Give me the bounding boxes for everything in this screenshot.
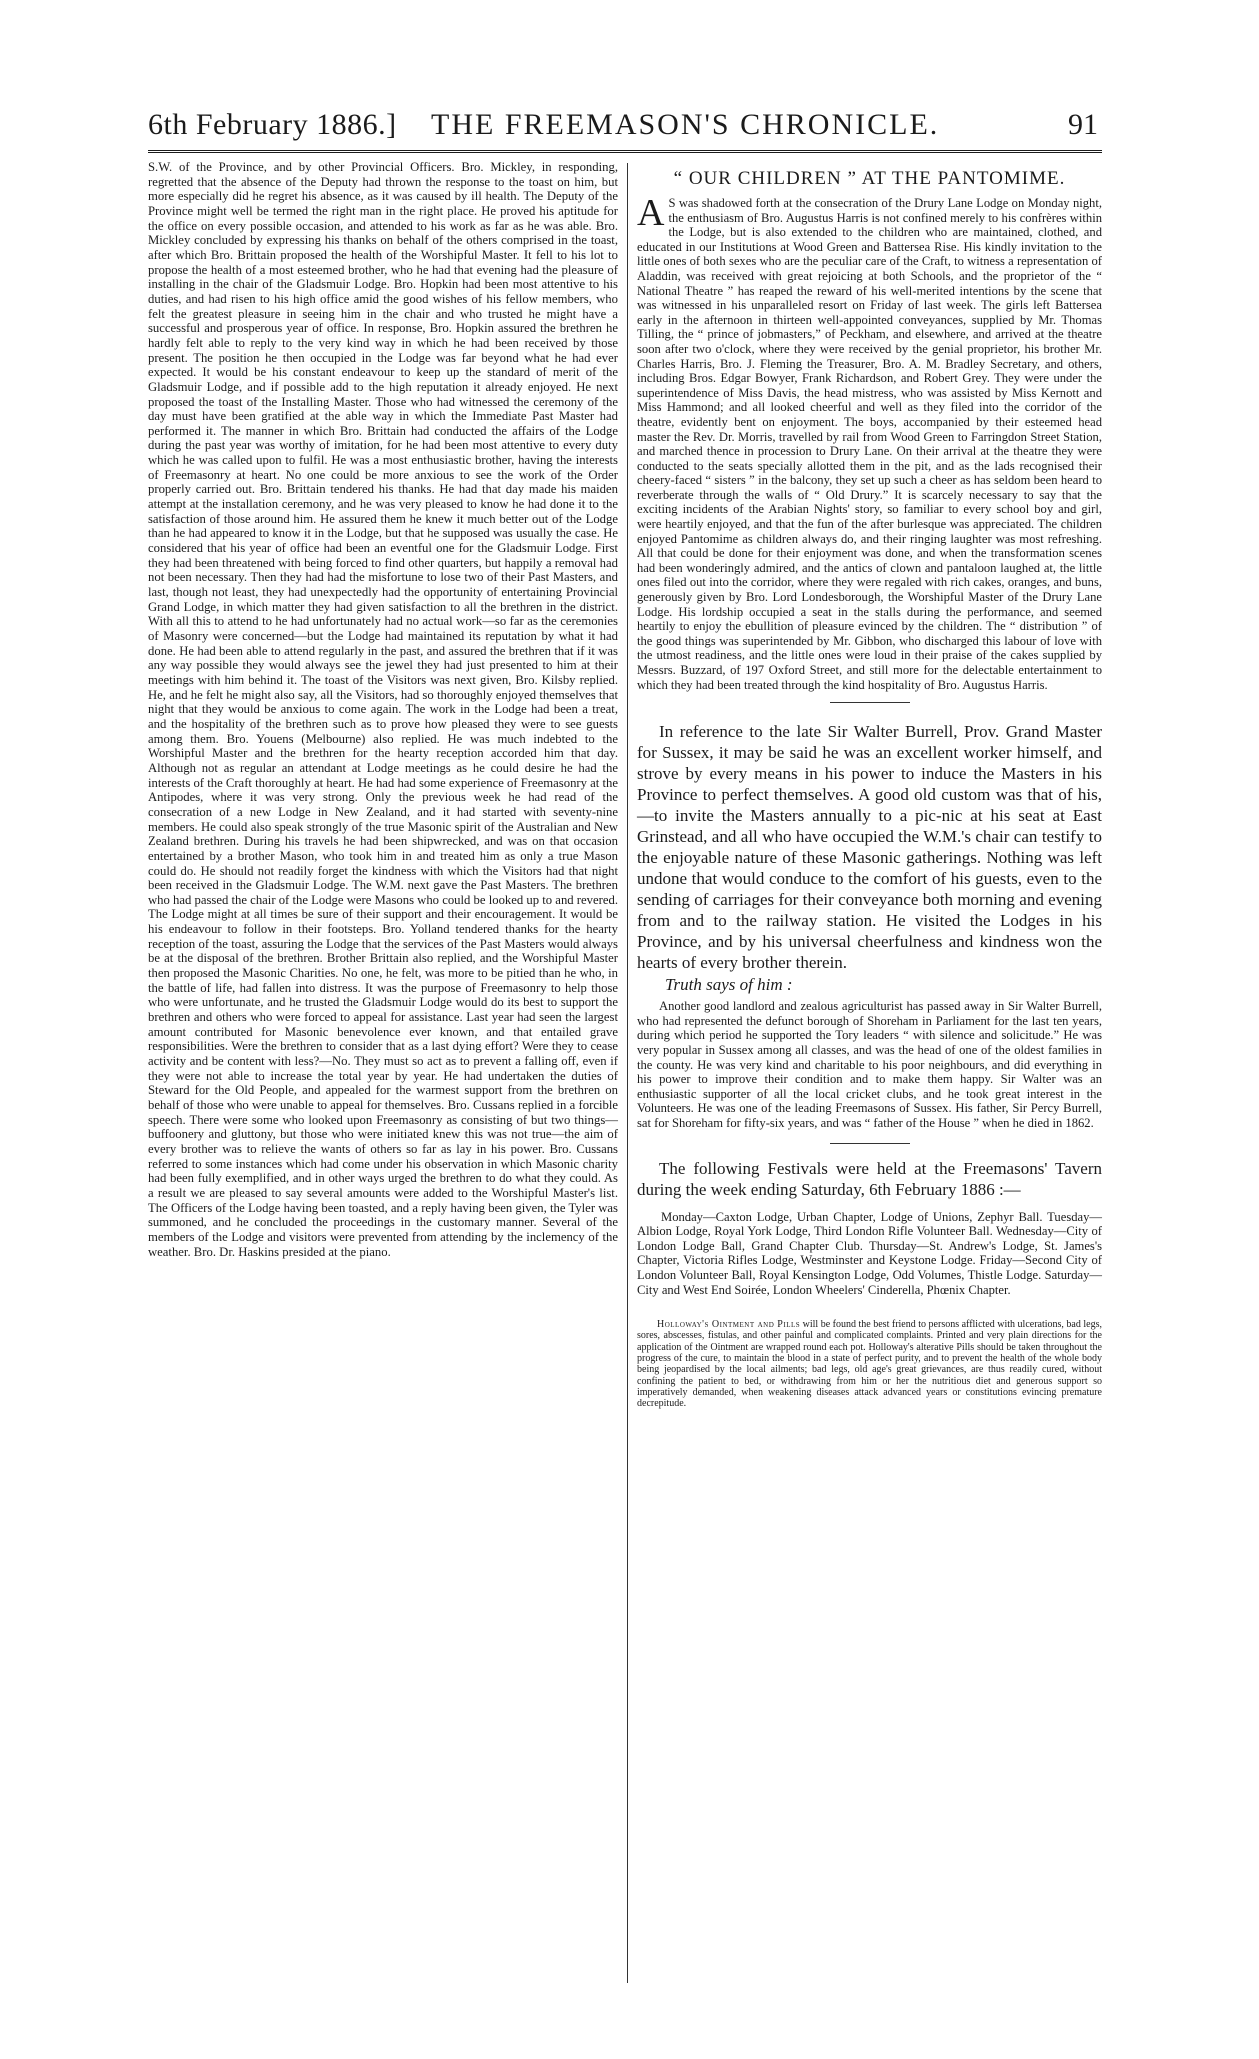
- article-title: “ OUR CHILDREN ” AT THE PANTOMIME.: [673, 168, 1066, 189]
- pantomime-article: [637, 192, 1102, 692]
- header-rule: [148, 150, 1102, 156]
- lodge-report-text: S.W. of the Province, and by other Provincial Officers. Bro. Mickley, in responding, regretted that the absence of the Deputy had thrown the response to the toast on him, but more especially did he regret his absence, as it was caused by ill health. The Deputy of the Province might well be termed the right man in the right place. He proved his aptitude for the office on every possible occasion, and attended to his work as far as he was able. Bro. Mickley concluded by expressing his thanks on behalf of the others comprised in the toast, after which Bro. Brittain proposed the health of the Worshipful Master. It fell to his lot to propose the health of a most esteemed brother, who he had that evening had the pleasure of installing in the chair of the Gladsmuir Lodge. Bro. Hopkin had been most attentive to his duties, and had risen to his high office amid the good wishes of his fellow members, who felt the greatest pleasure in seeing him in the chair and who trusted he might have a successful and prosperous year of office. In response, Bro. Hopkin assured the brethren he hardly felt able to reply to the very kind way in which he had been received by those present. The position he then occupied in the Lodge was far beyond what he had ever expected. It would be his constant endeavour to keep up the standard of merit of the Gladsmuir Lodge, and if possible add to the high reputation it already enjoyed. He next proposed the toast of the Installing Master. Those who had witnessed the ceremony of the day must have been gratified at the able way in which the Immediate Past Master had performed it. The manner in which Bro. Brittain had conducted the affairs of the Lodge during the past year was worthy of imitation, for he had been most attentive to every duty which he was called upon to fulfil. He was a most enthusiastic brother, having the interests of Freemasonry at heart. No one could be more anxious to see the work of the Order properly carried out. Bro. Brittain tendered his thanks. He had that day made his maiden attempt at the installation ceremony, and he was very pleased to know he had done it to the satisfaction of those around him. He assured them he knew it much better out of the Lodge than he had appeared to know it in the Lodge, but that he supposed was usually the case. He considered that his year of office had been an eventful one for the Gladsmuir Lodge. First they had been threatened with being forced to find other quarters, but happily a removal had not been necessary. Then they had had the misfortune to lose two of their Past Masters, and last, though not least, they had unexpectedly had the opportunity of entertaining Provincial Grand Lodge, in which matter they had given satisfaction to all the brethren in the district. With all this to attend to he had unfortunately had no actual work—so far as the ceremonies of Masonry were concerned—but the Lodge had maintained its reputation by what it had done. He had been able to attend regularly in the past, and assured the brethren that if it was any way possible they would always see the jewel they had just presented to him at their meetings with him behind it. The toast of the Visitors was next given, Bro. Kilsby replied. He, and he felt he might also say, all the Visitors, had so thoroughly enjoyed themselves that night that they would be anxious to come again. The work in the Lodge had been a treat, and the hospitality of the brethren such as to prove how pleased they were to see guests among them. Bro. Youens (Melbourne) also replied. He was much indebted to the Worshipful Master and the brethren for the hearty reception accorded him that day. Although not as regular an attendant at Lodge meetings as he could desire he had the interests of the Craft thoroughly at heart. He had had some experience of Freemasonry at the Antipodes, where it was very strong. Only the previous week he had read of the consecration of a new Lodge in New Zealand, and it had started with seventy-nine members. He could also speak strongly of the true Masonic spirit of the Australian and New Zealand brethren. During his travels he had been shipwrecked, and was on that occasion entertained by a brother Mason, who took him in and treated him as only a true Mason could do. He should not readily forget the kindness with which the Visitors had that night been received in the Gladsmuir Lodge. The W.M. next gave the Past Masters. The brethren who had passed the chair of the Lodge were Masons who could be looked up to and revered. The Lodge might at all times be sure of their support and their encouragement. It would be his endeavour to follow in their footsteps. Bro. Yolland tendered thanks for the hearty reception of the toast, assuring the Lodge that the services of the Past Masters would always be at the disposal of the brethren. Brother Brittain also replied, and the Worshipful Master then proposed the Masonic Charities. No one, he felt, was more to be pitied than he who, in the battle of life, had fallen into distress. It was the purpose of Freemasonry to help those who were unfortunate, and he trusted the Gladsmuir Lodge would do its best to support the brethren and others who were forced to appeal for assistance. Last year had seen the largest amount contributed for Masonic benevolence ever known, and that entailed grave responsibilities. Were the brethren to consider that as a last dying effort? Were they to cease activity and be content with less?—No. They must so act as to prevent a falling off, even if they were not able to increase the total year by year. He had undertaken the duties of Steward for the Old People, and appealed for the warmest support from the brethren on behalf of those who were unable to appeal for themselves. Bro. Cussans replied in a forcible speech. There were some who looked upon Freemasonry as consisting of but two things—buffoonery and gluttony, but those who were initiated knew this was not true—the aim of every brother was to relieve the wants of others so far as lay in his power. Bro. Cussans referred to some instances which had come under his observation in which Masonic charity had been fully exemplified, and in other ways urged the brethren to do what they could. As a result we are pleased to say several amounts were added to the Worshipful Master's list. The Officers of the Lodge having been toasted, and a reply having been given, the Tyler was summoned, and he concluded the proceedings in the customary manner. Several of the members of the Lodge and visitors were prevented from attending by the inclemency of the weather. Bro. Dr. Haskins presided at the piano.: [148, 160, 619, 1259]
- issue-date: 6th February 1886.]: [148, 108, 397, 141]
- right-column: [637, 160, 1102, 1409]
- festivals-intro: The following Festivals were held at the Freemasons' Tavern during the week ending Saturday, 6th February 1886 :—: [637, 1158, 1102, 1199]
- column-divider: [627, 163, 628, 1983]
- advertisement-body: will be found the best friend to persons afflicted with ulcerations, bad legs, sores, abscesses, fistulas, and other painful and complicated complaints. Printed and very plain directions for the application of the Ointment are wrapped round each pot. Holloway's alterative Pills should be taken throughout the progress of the cure, to maintain the blood in a state of perfect purity, and to prevent the health of the whole body being jeopardised by the local ailments; bad legs, old age's great grievances, are thus readily cured, without confining the patient to bed, or withdrawing from him or her the nutritious diet and generous support so imperatively demanded, when weakening diseases attack advanced years or constitutions evincing premature decrepitude.: [637, 1319, 1102, 1410]
- page-header: [148, 108, 1098, 148]
- section-divider-2: [830, 1143, 910, 1144]
- page-number: 91: [1068, 108, 1098, 141]
- section-divider: [830, 702, 910, 703]
- drop-cap: A: [637, 192, 665, 234]
- advertisement-lead: Holloway's Ointment and Pills: [657, 1319, 801, 1331]
- masthead-title: THE FREEMASON'S CHRONICLE.: [431, 108, 940, 141]
- festivals-list: Monday—Caxton Lodge, Urban Chapter, Lodge of Unions, Zephyr Ball. Tuesday—Albion Lodge, Royal York Lodge, Third London Rifle Volunteer Ball. Wednesday—City of London Lodge Ball, Grand Chapter Club. Thursday—St. Andrew's Lodge, St. James's Chapter, Victoria Rifles Lodge, Westminster and Keystone Lodge. Friday—Second City of London Volunteer Ball, Royal Kensington Lodge, Odd Volumes, Thistle Lodge. Saturday—City and West End Soirée, London Wheelers' Cinderella, Phœnix Chapter.: [637, 1209, 1102, 1297]
- left-column: [148, 160, 618, 1259]
- truth-quote: Another good landlord and zealous agriculturist has passed away in Sir Walter Burrell, who had represented the defunct borough of Shoreham in Parliament for the last ten years, during which period he supported the Tory leaders “ with silence and solicitude.” He was very popular in Sussex among all classes, and was the head of one of the oldest families in the county. He was very kind and charitable to his poor neighbours, and did everything in his power to improve their condition and to make them happy. Sir Walter was an enthusiastic supporter of all the local cricket clubs, and he took great interest in the Volunteers. He was one of the leading Freemasons of Sussex. His father, Sir Percy Burrell, sat for Shoreham for fifty-six years, and was “ father of the House ” when he died in 1862.: [637, 999, 1102, 1130]
- truth-intro: Truth says of him :: [665, 975, 793, 995]
- burrell-paragraph: In reference to the late Sir Walter Burrell, Prov. Grand Master for Sussex, it may be said he was an excellent worker himself, and strove by every means in his power to induce the Masters in his Province to perfect themselves. A good old custom was that of his,—to invite the Masters annually to a pic-nic at his seat at East Grinstead, and all who have occupied the W.M.'s chair can testify to the enjoyable nature of these Masonic gatherings. Nothing was left undone that would conduce to the comfort of his guests, even to the sending of carriages for their conveyance both morning and evening from and to the railway station. He visited the Lodges in his Province, and by his universal cheerfulness and kindness won the hearts of every brother therein.: [637, 722, 1102, 973]
- pantomime-article-text: S was shadowed forth at the consecration of the Drury Lane Lodge on Monday night, the enthusiasm of Bro. Augustus Harris is not confined merely to his confrères within the Lodge, but is also extended to the children who are maintained, clothed, and educated in our Institutions at Wood Green and Battersea Rise. His kindly invitation to the little ones of both sexes who are the peculiar care of the Craft, to witness a representation of Aladdin, was received with great rejoicing at both Schools, and the proprietor of the “ National Theatre ” has reaped the reward of his well-merited intentions by the scene that was witnessed in his unparalleled resort on Friday of last week. The girls left Battersea early in the afternoon in thirteen well-appointed conveyances, supplied by Mr. Thomas Tilling, the “ prince of jobmasters,” of Peckham, and elsewhere, and arrived at the theatre soon after two o'clock, where they were received by the genial proprietor, his brother Mr. Charles Harris, Bro. J. Fleming the Treasurer, Bro. A. M. Bradley Secretary, and others, including Bros. Edgar Bowyer, Frank Richardson, and Robert Grey. They were under the superintendence of Miss Davis, the head mistress, who was assisted by Miss Kernott and Miss Hammond; and all looked cheerful and well as they filed into the corridor of the theatre, evidently bent on enjoyment. The boys, accompanied by their esteemed head master the Rev. Dr. Morris, travelled by rail from Wood Green to Farringdon Street Station, and marched thence in procession to Drury Lane. On their arrival at the theatre they were conducted to the seats specially allotted them in the pit, and as the lads recognised their cheery-faced “ sisters ” in the balcony, they set up such a cheer as has seldom been heard to reverberate through the walls of “ Old Drury.” It is scarcely necessary to say that the exciting incidents of the Arabian Nights' story, so familiar to every school boy and girl, were heartily enjoyed, and that the fun of the after burlesque was appreciated. The children enjoyed Pantomime as children always do, and their ringing laughter was most refreshing. All that could be done for their enjoyment was done, and when the transformation scenes had been wonderingly admired, and the antics of clown and pantaloon laughed at, the little ones filed out into the corridor, where they were regaled with rich cakes, oranges, and buns, generously given by Bro. Lord Londesborough, the Worshipful Master of the Drury Lane Lodge. His lordship occupied a seat in the stalls during the performance, and seemed heartily to enjoy the ebullition of pleasure evinced by the children. The “ distribution ” of the good things was superintended by Mr. Gibbon, who discharged this labour of love with the utmost readiness, and the little ones were loud in their praise of the cakes supplied by Messrs. Buzzard, of 197 Oxford Street, and still more for the delectable entertainment to which they had been treated through the kind hospitality of Bro. Augustus Harris.: [637, 196, 1102, 692]
- holloway-advertisement: [637, 1319, 1102, 1409]
